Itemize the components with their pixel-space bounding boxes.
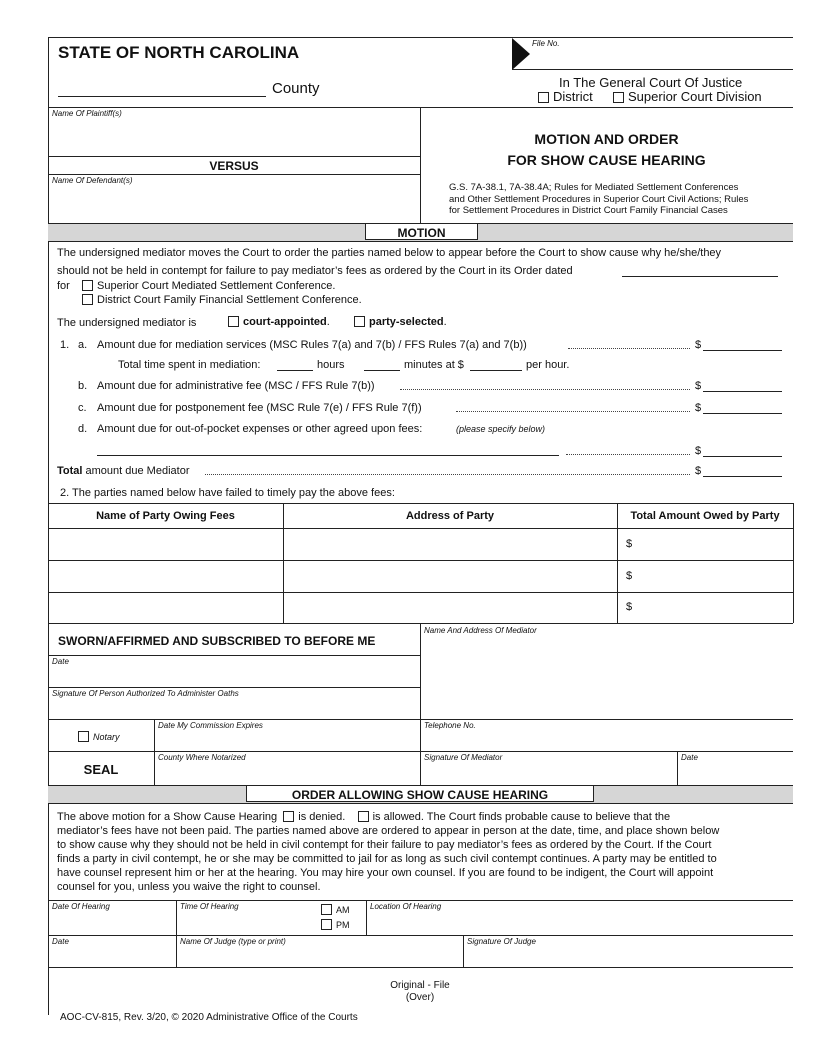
judge-name-label: Name Of Judge (type or print) <box>180 937 286 946</box>
total-line-label: Total amount due Mediator <box>57 465 190 477</box>
motion-para1: The undersigned mediator moves the Court to order the parties named below to appear before the Court to show cause why he/she/they <box>57 247 722 259</box>
allowed-checkbox[interactable] <box>358 811 369 822</box>
row2-dollar[interactable]: $ <box>626 570 633 582</box>
hearing-bottom[interactable] <box>48 967 793 968</box>
notary-option[interactable]: Notary <box>78 731 120 742</box>
seal-label: SEAL <box>83 762 119 777</box>
commission-label: Date My Commission Expires <box>158 721 263 730</box>
file-no-label: File No. <box>532 39 560 48</box>
hours-label: hours <box>317 359 345 371</box>
hearing-top <box>48 900 793 901</box>
left-border <box>48 37 49 1015</box>
item2-text: 2. The parties named below have failed to timely pay the above fees: <box>60 487 395 499</box>
item1d-text: Amount due for out-of-pocket expenses or other agreed upon fees: <box>97 423 423 435</box>
hearing-divider <box>463 935 464 967</box>
county-label: County <box>272 80 320 97</box>
pm-checkbox[interactable] <box>321 919 332 930</box>
amount-b-line[interactable] <box>703 391 782 392</box>
motion-heading: MOTION <box>397 226 446 240</box>
col-header-amount: Total Amount Owed by Party <box>630 510 780 522</box>
hours-line[interactable] <box>277 370 313 371</box>
leader-dots <box>205 474 690 475</box>
telephone-label: Telephone No. <box>424 721 476 730</box>
superior-option[interactable]: Superior Court Division <box>613 89 762 104</box>
minutes-line[interactable] <box>364 370 400 371</box>
court-appointed-option[interactable]: court-appointed. <box>228 316 330 328</box>
order-line3: to show cause why they should not be held in civil contempt for their failure to pay mediator’s fees as ordered by the Court. If the Court <box>57 839 712 851</box>
sworn-line[interactable] <box>48 719 793 720</box>
district-ffs-checkbox[interactable] <box>82 294 93 305</box>
option-district-ffs[interactable]: District Court Family Financial Settlement Conference. <box>82 294 362 306</box>
for-label: for <box>57 280 70 292</box>
court-appointed-checkbox[interactable] <box>228 316 239 327</box>
form-number: AOC-CV-815, Rev. 3/20, © 2020 Administrative Office of the Courts <box>60 1012 358 1023</box>
superior-msc-checkbox[interactable] <box>82 280 93 291</box>
item1b-letter: b. <box>78 380 88 392</box>
dollar-sign: $ <box>695 465 702 477</box>
leader-dots <box>456 411 690 412</box>
table-top <box>48 503 793 504</box>
date-hearing-label: Date Of Hearing <box>52 902 110 911</box>
amount-a-line[interactable] <box>703 350 782 351</box>
versus-line <box>48 174 420 175</box>
item1c-letter: c. <box>78 402 87 414</box>
option-superior-msc[interactable]: Superior Court Mediated Settlement Conference. <box>82 280 335 292</box>
sworn-line <box>48 655 420 656</box>
order-line1: The above motion for a Show Cause Hearing is denied. is allowed. The Court finds probable cause to believe that the <box>57 811 671 823</box>
dollar-sign: $ <box>695 402 702 414</box>
sworn-line[interactable] <box>48 751 793 752</box>
statute-text: G.S. 7A-38.1, 7A-38.4A; Rules for Mediated Settlement Conferences and Other Settlement Procedures in Superior Court Civil Actions; Rules for Settlement Procedures in District Court Family Financial Cases <box>449 182 749 216</box>
mediator-date-label: Date <box>681 753 698 762</box>
oath-signature-label: Signature Of Person Authorized To Administer Oaths <box>52 689 239 698</box>
item1-num: 1. <box>60 339 70 351</box>
location-label: Location Of Hearing <box>370 902 442 911</box>
time-hearing-label: Time Of Hearing <box>180 902 239 911</box>
notary-divider <box>154 719 155 786</box>
mediator-signature-label: Signature Of Mediator <box>424 753 503 762</box>
footer-center: Original - File (Over) <box>390 980 450 1003</box>
sworn-heading: SWORN/AFFIRMED AND SUBSCRIBED TO BEFORE ME <box>58 634 376 648</box>
mediator-name-label: Name And Address Of Mediator <box>424 626 537 635</box>
order-line6: counsel for you, unless you waive the right to counsel. <box>57 881 321 893</box>
versus-label: VERSUS <box>209 159 259 173</box>
county-line[interactable] <box>58 96 266 97</box>
dollar-sign: $ <box>695 339 702 351</box>
total-amount-line[interactable] <box>703 476 782 477</box>
party-selected-checkbox[interactable] <box>354 316 365 327</box>
hearing-divider <box>366 900 367 935</box>
table-header-bottom <box>48 528 793 529</box>
time-spent-label: Total time spent in mediation: <box>118 359 261 371</box>
district-option[interactable]: District <box>538 89 593 104</box>
judge-signature-label: Signature Of Judge <box>467 937 536 946</box>
col-header-name: Name of Party Owing Fees <box>96 510 235 522</box>
hearing-divider <box>176 900 177 967</box>
am-checkbox[interactable] <box>321 904 332 915</box>
sworn-line[interactable] <box>48 687 420 688</box>
item1d-note: (please specify below) <box>456 424 546 434</box>
file-no-line[interactable] <box>512 69 793 70</box>
notary-checkbox[interactable] <box>78 731 89 742</box>
form-title-line1: MOTION AND ORDER <box>534 131 679 147</box>
item1b-text: Amount due for administrative fee (MSC / FFS Rule 7(b)) <box>97 380 375 392</box>
rate-line[interactable] <box>470 370 522 371</box>
per-hour-label: per hour. <box>526 359 570 371</box>
form-title-line2: FOR SHOW CAUSE HEARING <box>507 152 706 168</box>
order-date-line[interactable] <box>622 276 778 277</box>
order-line2: mediator’s fees have not been paid. The parties named above are ordered to appear in person at the date, time, and place shown below <box>57 825 720 837</box>
table-right-border <box>793 503 794 623</box>
col-header-address: Address of Party <box>405 510 495 522</box>
table-row-line <box>48 592 793 593</box>
amount-c-line[interactable] <box>703 413 782 414</box>
defendant-label: Name Of Defendant(s) <box>52 176 133 185</box>
order-line5: have counsel represent him or her at the hearing. You may hire your own counsel. If you are found to be indigent, the Court will appoint <box>57 867 714 879</box>
leader-dots <box>400 389 690 390</box>
denied-checkbox[interactable] <box>283 811 294 822</box>
order-line4: finds a party in civil contempt, he or she may be committed to jail for as long as such civil contempt continues. A party may be entitled to <box>57 853 717 865</box>
dollar-sign: $ <box>695 380 702 392</box>
item1c-text: Amount due for postponement fee (MSC Rule 7(e) / FFS Rule 7(f)) <box>97 402 422 414</box>
amount-d-line[interactable] <box>703 456 782 457</box>
row1-dollar[interactable]: $ <box>626 538 633 550</box>
district-checkbox[interactable] <box>538 92 549 103</box>
item1a-letter: a. <box>78 339 88 351</box>
item1a-text: Amount due for mediation services (MSC Rules 7(a) and 7(b) / FFS Rules 7(a) and 7(b)) <box>97 339 527 351</box>
order-date-label: Date <box>52 937 69 946</box>
plaintiff-label: Name Of Plaintiff(s) <box>52 109 122 118</box>
party-selected-option[interactable]: party-selected. <box>354 316 447 328</box>
item1d-letter: d. <box>78 423 88 435</box>
leader-dots <box>568 348 690 349</box>
top-border <box>48 37 793 38</box>
am-option[interactable]: AM <box>321 904 350 915</box>
hearing-line[interactable] <box>48 935 793 936</box>
table-row-line <box>48 560 793 561</box>
plaintiff-line[interactable] <box>48 156 420 157</box>
sworn-date-label: Date <box>52 657 69 666</box>
court-name: In The General Court Of Justice <box>559 75 743 90</box>
expenses-line[interactable] <box>97 455 559 456</box>
dollar-sign: $ <box>695 445 702 457</box>
mediator-is: The undersigned mediator is <box>57 317 197 329</box>
date-divider <box>677 751 678 786</box>
file-arrow-icon <box>512 38 532 70</box>
motion-para2: should not be held in contempt for failure to pay mediator’s fees as ordered by the Court in its Order dated <box>57 265 573 277</box>
minutes-at-label: minutes at $ <box>404 359 464 371</box>
county-notarized-label: County Where Notarized <box>158 753 246 762</box>
leader-dots <box>566 454 690 455</box>
row3-dollar[interactable]: $ <box>626 601 633 613</box>
state-title: STATE OF NORTH CAROLINA <box>58 43 300 62</box>
superior-checkbox[interactable] <box>613 92 624 103</box>
sworn-divider <box>420 623 421 786</box>
pm-option[interactable]: PM <box>321 919 350 930</box>
order-heading: ORDER ALLOWING SHOW CAUSE HEARING <box>291 788 549 802</box>
